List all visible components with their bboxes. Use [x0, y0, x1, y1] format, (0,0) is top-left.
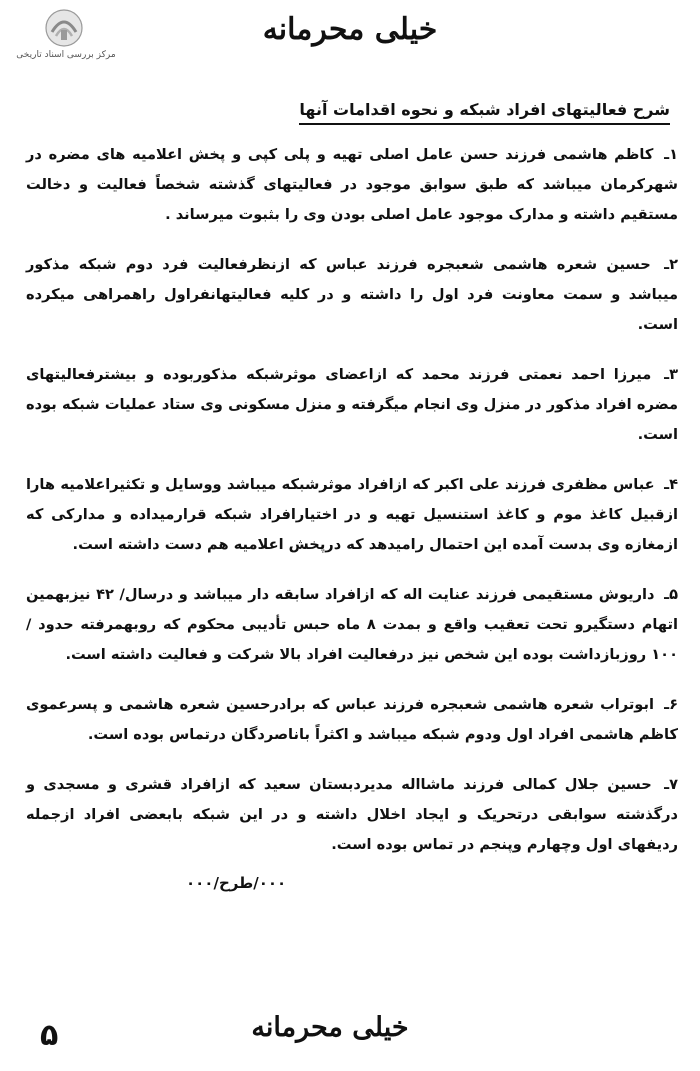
item-text: داریوش مستقیمی فرزند عنایت اله که ازافراد سابقه دار میباشد و درسال/ ۴۲ نیزبهمین اتهام دستگیرو تحت تعقیب واقع و بمدت ۸ ماه حبس تأدیبی محکوم که روبهمرفته حدود /۱۰۰ روزبازداشت بوده این شخص نیز درفعالیت افراد بالا شرکت و فعالیت داشته است. [26, 586, 678, 663]
item-number: ۶ـ [664, 696, 678, 713]
list-item [26, 140, 678, 230]
list-item [26, 360, 678, 450]
classification-footer: خیلی محرمانه [251, 1012, 409, 1043]
item-text: حسین شعره هاشمی شعبجره فرزند عباس که ازنظرفعالیت فرد دوم شبکه مذکور میباشد و سمت معاونت فرد اول را داشته و در کلیه فعالیتهانفراول راهمراهی میکرده است. [26, 256, 678, 333]
item-text: کاظم هاشمی فرزند حسن عامل اصلی تهیه و پلی کپی و پخش اعلامیه های مضره در شهرکرمان میباشد که طبق سوابق موجود در فعالیتهای گذشته شخصاً فعالیت و دخالت مستقیم داشته و مدارک موجود عامل اصلی بودن وی را بثبوت میرساند . [26, 146, 678, 223]
list-item [26, 580, 678, 670]
item-number: ۲ـ [664, 256, 678, 273]
reference-code: ۰۰۰/طرح/۰۰۰ [186, 874, 287, 892]
activity-list [26, 140, 678, 880]
list-item [26, 470, 678, 560]
list-item [26, 770, 678, 860]
document-title: شرح فعالیتهای افراد شبکه و نحوه اقدامات آنها [299, 100, 670, 125]
classification-heading: خیلی محرمانه [262, 12, 438, 47]
archive-logo [10, 8, 122, 64]
item-number: ۷ـ [664, 776, 678, 793]
list-item [26, 250, 678, 340]
item-text: حسین جلال کمالی فرزند ماشااله مدیردبستان سعید که ازافراد قشری و مسجدی و درگذشته سوابقی درتحریک و ایجاد اخلال داشته و در این شبکه بابعضی افراد ازجمله ردیفهای اول وچهارم وپنجم در تماس بوده است. [26, 776, 678, 853]
archive-logo-text: مرکز بررسی اسناد تاریخی [16, 50, 116, 60]
item-text: ابوتراب شعره هاشمی شعبجره فرزند عباس که برادرحسین شعره هاشمی و پسرعموی کاظم هاشمی افراد اول ودوم شبکه میباشد و اکثراً باناصردگان درتماس بوده است. [26, 696, 678, 743]
list-item [26, 690, 678, 750]
item-text: میرزا احمد نعمتی فرزند محمد که ازاعضای موثرشبکه مذکوربوده و بیشترفعالیتهای مضره افراد مذکور در منزل وی انجام میگرفته و منزل مسکونی وی ستاد عملیات شبکه بوده است. [26, 366, 678, 443]
item-number: ۳ـ [664, 366, 678, 383]
item-number: ۵ـ [664, 586, 678, 603]
page-number: ۵ [40, 1018, 59, 1053]
item-number: ۱ـ [664, 146, 678, 163]
archive-emblem-icon [44, 8, 84, 48]
item-number: ۴ـ [664, 476, 678, 493]
item-text: عباس مظفری فرزند علی اکبر که ازافراد موثرشبکه میباشد ووسایل و تکثیراعلامیه هارا ازقبیل کاغذ موم و کاغذ استنسیل تهیه و در اختیارافراد شبکه قرارمیداده و مدارکی که ازمغازه وی بدست آمده این احتمال رامیدهد که درپخش اعلامیه هم دست داشته است. [26, 476, 678, 553]
